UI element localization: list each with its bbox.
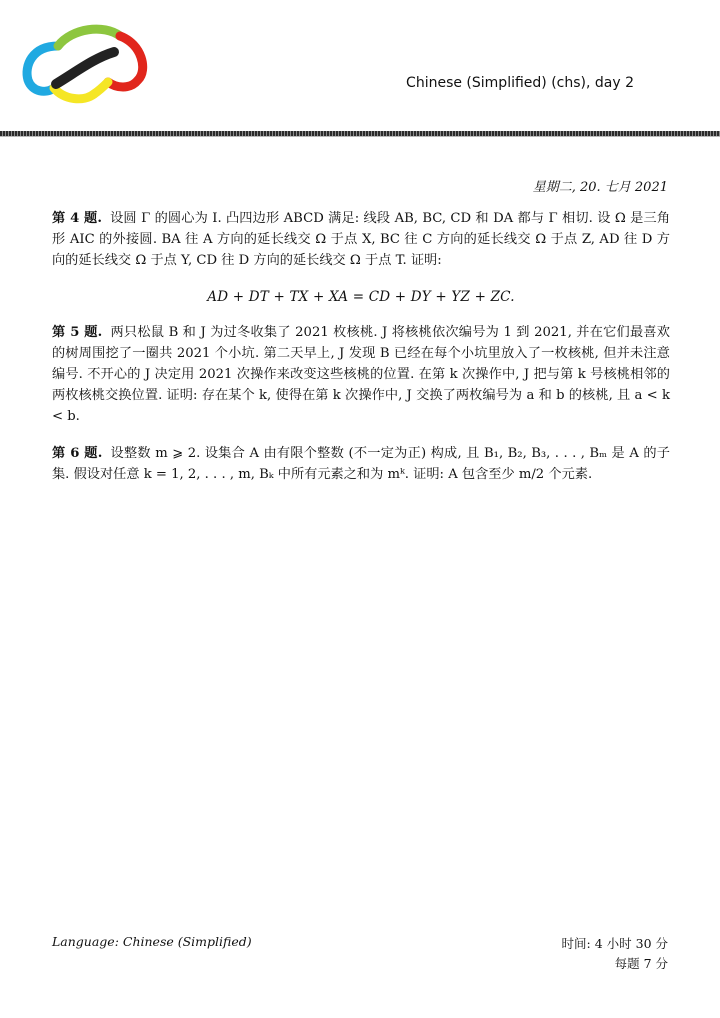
problem-label: 第 5 题.: [52, 325, 103, 340]
logo-yellow-bottom: [94, 82, 108, 94]
imo-logo: [18, 22, 152, 110]
problem-text: 两只松鼠 B 和 J 为过冬收集了 2021 枚核桃. J 将核桃依次编号为 1 到 2021, 并在它们最喜欢的树周围挖了一圈共 2021 个小坑. 第二天早上, J 发现 B 已经在每个小坑里放入了一枚核桃, 但并未注意编号. 不开心的 J 决定用 2021 次操作来改变这些核桃的位置. 在第 k 次操作中, J 把与第 k 号核桃相邻的两枚核桃交换位置. 证明: 存在某个 k, 使得在第 k 次操作中, J 交换了两枚编号为 a 和 b 的核桃, 且 a < k < b.: [52, 325, 670, 424]
problem-4-formula: AD + DT + TX + XA = CD + DY + YZ + ZC.: [207, 289, 515, 305]
problems-section: [52, 208, 670, 501]
problem-label: 第 6 题.: [52, 446, 103, 461]
points-per-problem: 每题 7 分: [614, 956, 668, 971]
language-label: Language: Chinese (Simplified): [52, 934, 252, 949]
problem-text: 设圆 Γ 的圆心为 I. 凸四边形 ABCD 满足: 线段 AB, BC, CD 和 DA 都与 Γ 相切. 设 Ω 是三角形 AIC 的外接圆. BA 往 A 方向的延长线交 Ω 于点 X, BC 往 C 方向的延长线交 Ω 于点 Z, AD 往 D 方向的延长线交 Ω 于点 Y, CD 往 D 方向的延长线交 Ω 于点 T. 证明:: [52, 211, 671, 268]
problem-6: [52, 443, 670, 485]
logo-red-arc: [108, 36, 143, 87]
time-info: [562, 934, 668, 974]
logo-green-arc: [58, 29, 120, 46]
problem-4: [52, 208, 670, 271]
problem-5: [52, 322, 670, 427]
competition-label: Chinese (Simplified) (chs), day 2: [406, 75, 634, 91]
problem-text: 设整数 m ⩾ 2. 设集合 A 由有限个整数 (不一定为正) 构成, 且 B₁, B₂, B₃, . . . , Bₘ 是 A 的子集. 假设对任意 k = 1, 2, . . . , m, Bₖ 中所有元素之和为 mᵏ. 证明: A 包含至少 m/2 个元素.: [52, 446, 670, 482]
header-divider-underline: [0, 136, 720, 137]
exam-date: 星期二, 20. 七月 2021: [532, 180, 668, 195]
logo-yellow-arc: [54, 88, 94, 99]
problem-label: 第 4 题.: [52, 211, 102, 226]
time-limit: 时间: 4 小时 30 分: [561, 936, 668, 951]
